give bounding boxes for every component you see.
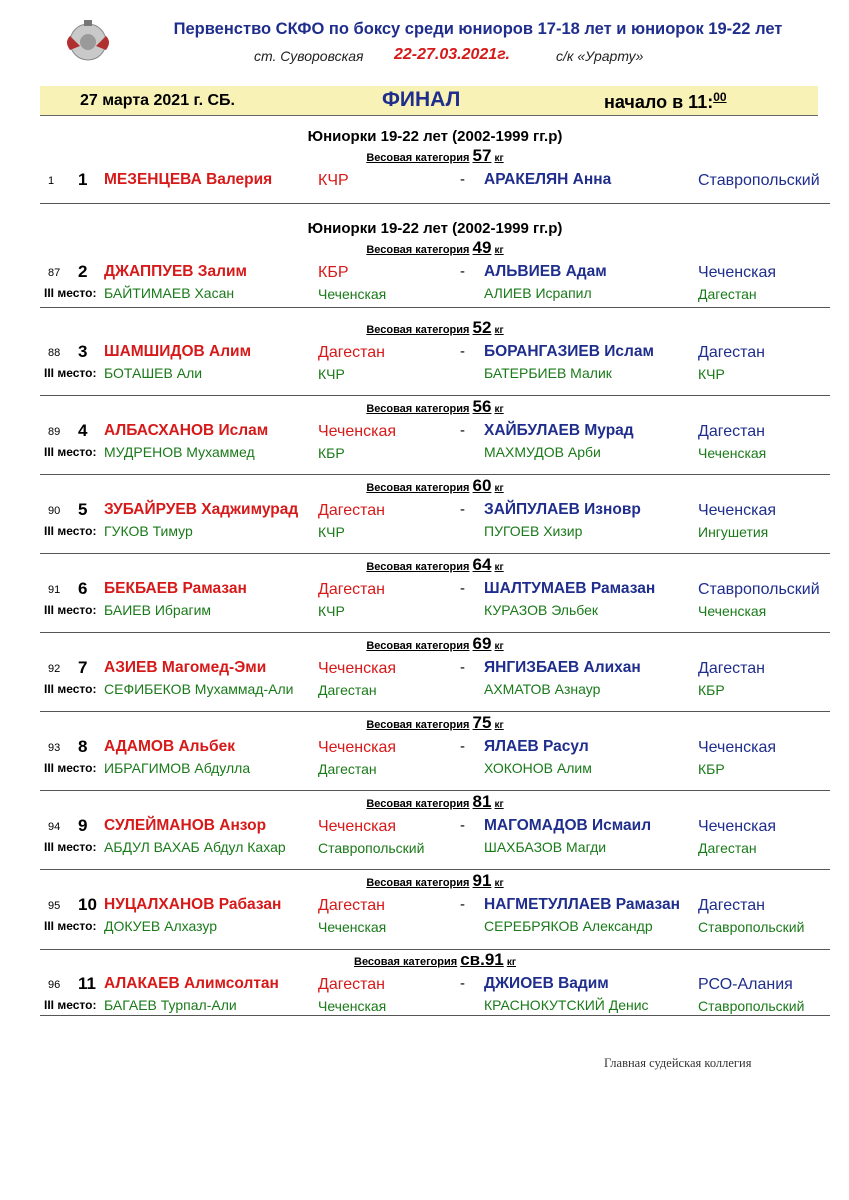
weight-category — [40, 238, 830, 258]
weight-section — [40, 950, 830, 1016]
pair-number: 1 — [78, 170, 88, 189]
third-place-row — [40, 917, 830, 937]
red-corner-team: Дагестан — [318, 344, 385, 361]
weight-section — [40, 713, 830, 791]
banner-date: 27 марта 2021 г. СБ. — [80, 92, 235, 109]
blue-corner-team: Чеченская — [698, 739, 777, 756]
weight-section — [40, 555, 830, 633]
bout-number: 95 — [48, 900, 61, 912]
pair-number: 5 — [78, 500, 88, 519]
weight-section — [40, 124, 830, 204]
weight-category — [40, 318, 830, 338]
third-place-team-a: КЧР — [318, 366, 345, 382]
third-place-team-b: Ставропольский — [698, 919, 805, 935]
third-place-name-b: ПУГОЕВ Хизир — [484, 523, 583, 539]
third-place-name-b: АЛИЕВ Исрапил — [484, 285, 592, 301]
third-place-label: III место: — [44, 840, 97, 854]
third-place-name-a: ДОКУЕВ Алхазур — [104, 918, 218, 934]
red-corner-team: Чеченская — [318, 423, 397, 440]
stage-title: ФИНАЛ — [382, 88, 461, 111]
third-place-team-b: Ингушетия — [698, 524, 769, 540]
pair-number: 9 — [78, 816, 88, 835]
versus-dash: - — [460, 580, 465, 597]
versus-dash: - — [460, 738, 465, 755]
blue-corner-name: ДЖИОЕВ Вадим — [484, 975, 609, 992]
bout-number: 87 — [48, 267, 61, 279]
third-place-label: III место: — [44, 761, 97, 775]
versus-dash: - — [460, 659, 465, 676]
third-place-team-b: Чеченская — [698, 603, 767, 619]
blue-corner-team: Ставропольский — [698, 172, 820, 189]
pair-number: 4 — [78, 421, 88, 440]
weight-value: 75 — [472, 713, 492, 732]
third-place-team-a: Ставропольский — [318, 840, 425, 856]
weight-unit: кг — [506, 957, 516, 968]
red-corner-name: АЛБАСХАНОВ Ислам — [104, 422, 269, 439]
third-place-name-a: БАЙТИМАЕВ Хасан — [104, 285, 235, 301]
weight-value: св.91 — [460, 950, 504, 969]
weight-unit: кг — [494, 325, 504, 336]
weight-label: Весовая категория — [366, 719, 470, 731]
age-group-title: Юниорки 19-22 лет (2002-1999 гг.р) — [307, 128, 563, 145]
third-place-team-a: КЧР — [318, 603, 345, 619]
weight-unit: кг — [494, 720, 504, 731]
age-group-title: Юниорки 19-22 лет (2002-1999 гг.р) — [307, 220, 563, 237]
weight-value: 60 — [472, 476, 492, 495]
final-bout-row — [40, 342, 830, 362]
weight-category — [40, 950, 830, 970]
start-hour: 11: — [688, 92, 714, 112]
weight-category — [40, 397, 830, 417]
red-corner-name: ДЖАППУЕВ Залим — [104, 263, 247, 280]
versus-dash: - — [460, 817, 465, 834]
weight-category — [40, 634, 830, 654]
venue-town: ст. Суворовская — [254, 48, 364, 64]
third-place-team-a: Чеченская — [318, 286, 387, 302]
day-banner — [40, 86, 818, 116]
pair-number: 10 — [78, 895, 97, 914]
weight-category — [40, 555, 830, 575]
red-corner-name: АДАМОВ Альбек — [104, 738, 235, 755]
weight-label: Весовая категория — [354, 956, 458, 968]
weight-section — [40, 216, 830, 308]
third-place-label: III место: — [44, 286, 97, 300]
bout-number: 88 — [48, 347, 61, 359]
blue-corner-name: ЗАЙПУЛАЕВ Изновр — [484, 501, 641, 518]
third-place-label: III место: — [44, 998, 97, 1012]
third-place-name-a: БАГАЕВ Турпал-Али — [104, 997, 237, 1013]
third-place-name-b: БАТЕРБИЕВ Малик — [484, 365, 612, 381]
third-place-team-a: Дагестан — [318, 682, 377, 698]
third-place-name-a: БАИЕВ Ибрагим — [104, 602, 212, 618]
weight-section — [40, 397, 830, 475]
weight-label: Весовая категория — [366, 244, 470, 256]
third-place-team-b: Дагестан — [698, 840, 757, 856]
third-place-name-a: БОТАШЕВ Али — [104, 365, 203, 381]
third-place-name-b: СЕРЕБРЯКОВ Александр — [484, 918, 653, 934]
red-corner-name: СУЛЕЙМАНОВ Анзор — [104, 817, 267, 834]
third-place-team-b: Чеченская — [698, 445, 767, 461]
red-corner-name: ЗУБАЙРУЕВ Хаджимурад — [104, 501, 299, 518]
bout-number: 94 — [48, 821, 61, 833]
bout-number: 93 — [48, 742, 61, 754]
bout-number: 90 — [48, 505, 61, 517]
blue-corner-name: ЯЛАЕВ Расул — [484, 738, 589, 755]
blue-corner-team: Дагестан — [698, 897, 765, 914]
weight-value: 56 — [472, 397, 492, 416]
third-place-team-a: Чеченская — [318, 919, 387, 935]
red-corner-team: Чеченская — [318, 818, 397, 835]
blue-corner-name: АРАКЕЛЯН Анна — [484, 171, 612, 188]
red-corner-team: Чеченская — [318, 660, 397, 677]
third-place-team-a: КБР — [318, 445, 345, 461]
emblem-icon — [60, 16, 116, 68]
third-place-name-a: МУДРЕНОВ Мухаммед — [104, 444, 255, 460]
weight-label: Весовая категория — [366, 324, 470, 336]
red-corner-team: КБР — [318, 264, 349, 281]
final-bout-row — [40, 974, 830, 994]
weight-label: Весовая категория — [366, 877, 470, 889]
weight-unit: кг — [494, 799, 504, 810]
final-bout-row — [40, 500, 830, 520]
third-place-row — [40, 680, 830, 700]
weight-label: Весовая категория — [366, 482, 470, 494]
weight-section — [40, 318, 830, 396]
weight-section — [40, 871, 830, 950]
versus-dash: - — [460, 263, 465, 280]
versus-dash: - — [460, 501, 465, 518]
weight-section — [40, 476, 830, 554]
third-place-name-a: АБДУЛ ВАХАБ Абдул Кахар — [104, 839, 286, 855]
signature: Главная судейская коллегия — [604, 1056, 752, 1070]
blue-corner-team: Чеченская — [698, 818, 777, 835]
blue-corner-team: Дагестан — [698, 660, 765, 677]
bout-number: 92 — [48, 663, 61, 675]
red-corner-name: АЛАКАЕВ Алимсолтан — [104, 975, 279, 992]
third-place-team-b: КБР — [698, 761, 725, 777]
red-corner-team: Чеченская — [318, 739, 397, 756]
bout-number: 89 — [48, 426, 61, 438]
third-place-name-b: АХМАТОВ Азнаур — [484, 681, 601, 697]
third-place-label: III место: — [44, 445, 97, 459]
red-corner-name: НУЦАЛХАНОВ Рабазан — [104, 896, 282, 913]
pair-number: 8 — [78, 737, 88, 756]
red-corner-name: АЗИЕВ Магомед-Эми — [104, 659, 267, 676]
blue-corner-name: ХАЙБУЛАЕВ Мурад — [484, 422, 634, 439]
third-place-name-b: ШАХБАЗОВ Магди — [484, 839, 607, 855]
third-place-row — [40, 996, 830, 1016]
start-minutes: 00 — [713, 90, 727, 104]
blue-corner-name: НАГМЕТУЛЛАЕВ Рамазан — [484, 896, 681, 913]
red-corner-team: КЧР — [318, 172, 349, 189]
third-place-name-b: ХОКОНОВ Алим — [484, 760, 592, 776]
blue-corner-name: БОРАНГАЗИЕВ Ислам — [484, 343, 654, 360]
red-corner-team: Дагестан — [318, 581, 385, 598]
versus-dash: - — [460, 422, 465, 439]
final-bout-row — [40, 895, 830, 915]
pair-number: 3 — [78, 342, 88, 361]
final-bout-row — [40, 421, 830, 441]
weight-value: 81 — [472, 792, 492, 811]
weight-value: 52 — [472, 318, 492, 337]
third-place-team-b: Ставропольский — [698, 998, 805, 1014]
pair-number: 6 — [78, 579, 88, 598]
third-place-label: III место: — [44, 919, 97, 933]
blue-corner-name: ЯНГИЗБАЕВ Алихан — [484, 659, 641, 676]
third-place-label: III место: — [44, 603, 97, 617]
start-label: начало в — [604, 92, 684, 112]
third-place-row — [40, 443, 830, 463]
third-place-row — [40, 364, 830, 384]
venue-hall: с/к «Урарту» — [556, 48, 644, 64]
pair-number: 11 — [78, 974, 96, 993]
blue-corner-team: Чеченская — [698, 264, 777, 281]
final-bout-row — [40, 579, 830, 599]
versus-dash: - — [460, 975, 465, 992]
weight-section — [40, 634, 830, 712]
red-corner-team: Дагестан — [318, 976, 385, 993]
start-time — [604, 90, 727, 113]
pair-number: 7 — [78, 658, 88, 677]
third-place-team-a: Чеченская — [318, 998, 387, 1014]
red-corner-name: МЕЗЕНЦЕВА Валерия — [104, 171, 273, 188]
weight-unit: кг — [494, 641, 504, 652]
event-dates: 22-27.03.2021г. — [394, 46, 510, 63]
weight-category — [40, 792, 830, 812]
weight-unit: кг — [494, 153, 504, 164]
weight-category — [40, 871, 830, 891]
versus-dash: - — [460, 171, 465, 188]
third-place-team-b: КБР — [698, 682, 725, 698]
blue-corner-team: РСО-Алания — [698, 976, 793, 993]
versus-dash: - — [460, 896, 465, 913]
third-place-label: III место: — [44, 524, 97, 538]
blue-corner-team: Ставропольский — [698, 581, 820, 598]
red-corner-team: Дагестан — [318, 897, 385, 914]
third-place-name-b: КУРАЗОВ Эльбек — [484, 602, 599, 618]
final-bout-row — [40, 262, 830, 282]
weight-value: 64 — [472, 555, 492, 574]
third-place-label: III место: — [44, 682, 97, 696]
weight-category — [40, 713, 830, 733]
weight-category — [40, 146, 830, 166]
weight-unit: кг — [494, 878, 504, 889]
third-place-name-a: СЕФИБЕКОВ Мухаммад-Али — [104, 681, 294, 697]
third-place-label: III место: — [44, 366, 97, 380]
weight-label: Весовая категория — [366, 561, 470, 573]
red-corner-team: Дагестан — [318, 502, 385, 519]
third-place-team-a: КЧР — [318, 524, 345, 540]
third-place-team-a: Дагестан — [318, 761, 377, 777]
weight-unit: кг — [494, 562, 504, 573]
pair-number: 2 — [78, 262, 88, 281]
page-title: Первенство СКФО по боксу среди юниоров 17-18 лет и юниорок 19-22 лет — [173, 20, 783, 38]
versus-dash: - — [460, 343, 465, 360]
blue-corner-name: МАГОМАДОВ Исмаил — [484, 817, 652, 834]
red-corner-name: ШАМШИДОВ Алим — [104, 343, 252, 360]
blue-corner-name: АЛЬВИЕВ Адам — [484, 263, 607, 280]
weight-section — [40, 792, 830, 870]
weight-value: 69 — [472, 634, 492, 653]
third-place-row — [40, 838, 830, 858]
third-place-name-a: ГУКОВ Тимур — [104, 523, 193, 539]
third-place-team-b: КЧР — [698, 366, 725, 382]
third-place-team-b: Дагестан — [698, 286, 757, 302]
blue-corner-team: Дагестан — [698, 344, 765, 361]
red-corner-name: БЕКБАЕВ Рамазан — [104, 580, 247, 597]
blue-corner-name: ШАЛТУМАЕВ Рамазан — [484, 580, 656, 597]
final-bout-row — [40, 816, 830, 836]
weight-value: 91 — [472, 871, 492, 890]
weight-value: 49 — [472, 238, 492, 257]
third-place-row — [40, 522, 830, 542]
blue-corner-team: Дагестан — [698, 423, 765, 440]
third-place-row — [40, 601, 830, 621]
bout-number: 96 — [48, 979, 61, 991]
weight-unit: кг — [494, 404, 504, 415]
weight-label: Весовая категория — [366, 152, 470, 164]
final-bout-row — [40, 737, 830, 757]
blue-corner-team: Чеченская — [698, 502, 777, 519]
weight-value: 57 — [472, 146, 492, 165]
third-place-name-b: КРАСНОКУТСКИЙ Денис — [484, 997, 649, 1013]
third-place-row — [40, 284, 830, 304]
weight-category — [40, 476, 830, 496]
third-place-name-a: ИБРАГИМОВ Абдулла — [104, 760, 251, 776]
bout-number: 1 — [48, 175, 55, 187]
weight-unit: кг — [494, 483, 504, 494]
weight-label: Весовая категория — [366, 798, 470, 810]
bout-number: 91 — [48, 584, 61, 596]
final-bout-row — [40, 170, 830, 190]
weight-label: Весовая категория — [366, 403, 470, 415]
weight-label: Весовая категория — [366, 640, 470, 652]
third-place-name-b: МАХМУДОВ Арби — [484, 444, 601, 460]
weight-unit: кг — [494, 245, 504, 256]
final-bout-row — [40, 658, 830, 678]
third-place-row — [40, 759, 830, 779]
